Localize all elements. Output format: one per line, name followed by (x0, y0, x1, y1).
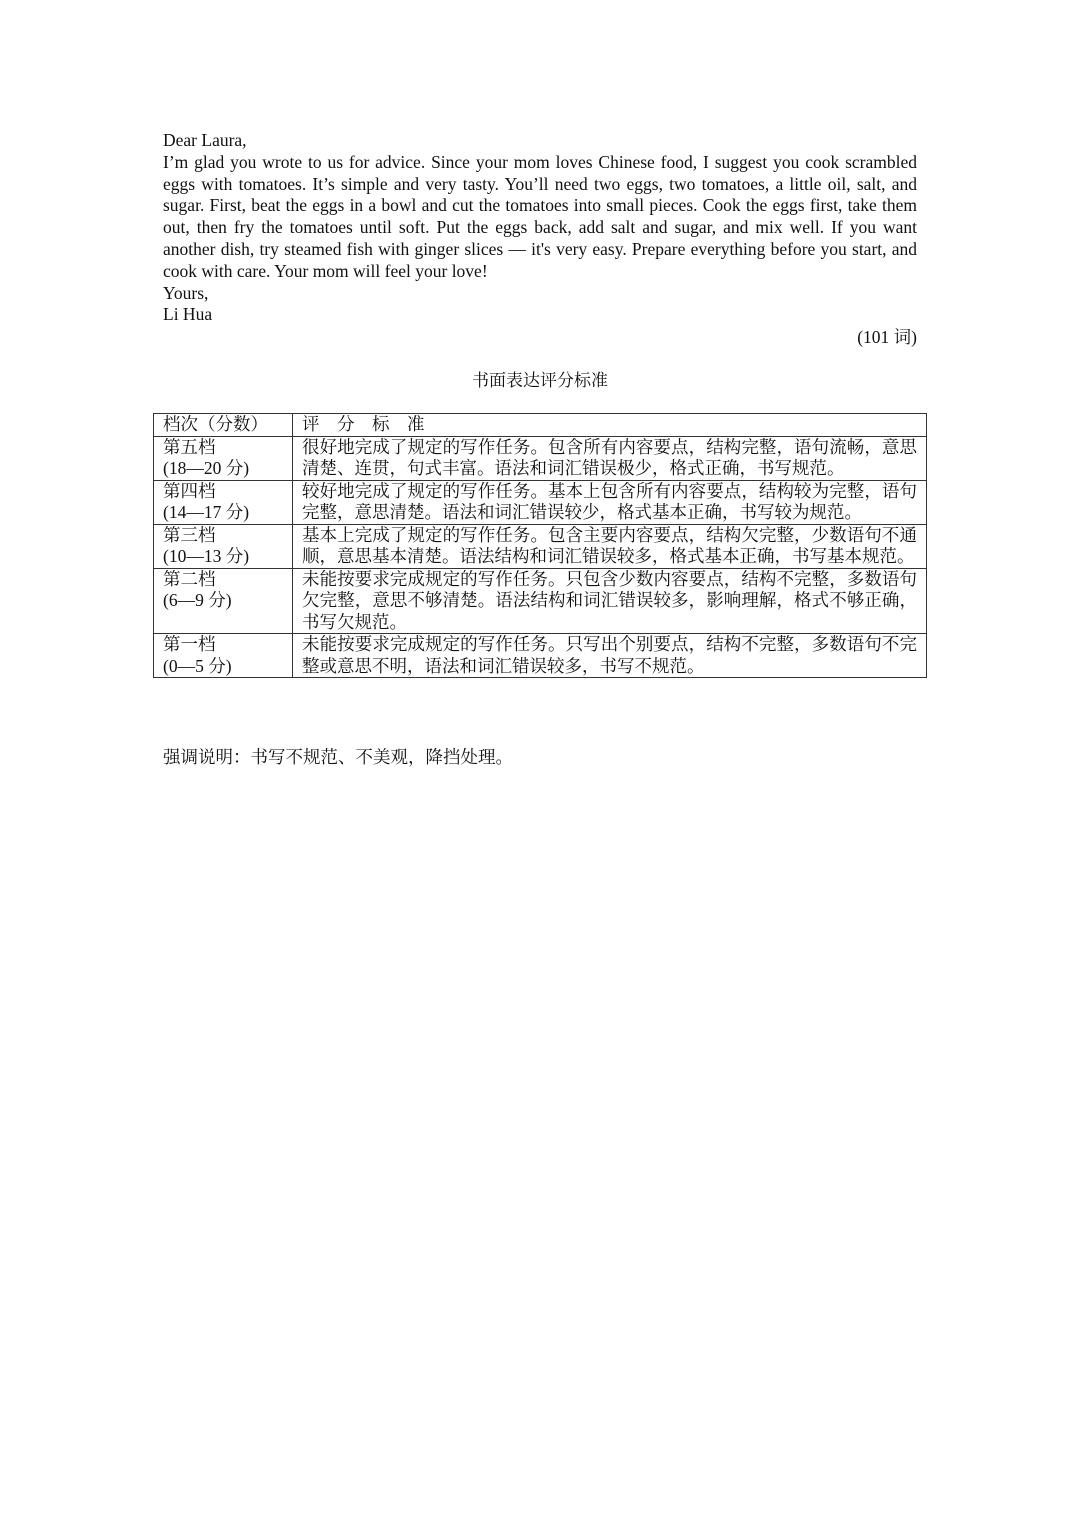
level-range: (10—13 分) (163, 546, 250, 566)
criteria-cell: 较好地完成了规定的写作任务。基本上包含所有内容要点，结构较为完整，语句完整，意思清楚。语法和词汇错误较少，格式基本正确，书写较为规范。 (293, 480, 927, 524)
level-cell (154, 568, 293, 634)
level-range: (18—20 分) (163, 458, 250, 478)
letter-salutation: Dear Laura, (163, 130, 247, 150)
letter-closing: Yours, (163, 282, 209, 303)
level-cell (154, 634, 293, 678)
header-criteria: 评 分 标 准 (293, 414, 927, 437)
sample-letter (163, 130, 917, 326)
header-level: 档次（分数） (154, 414, 293, 437)
table-row (154, 436, 927, 480)
level-cell (154, 480, 293, 524)
level-range: (14—17 分) (163, 502, 250, 522)
level-range: (6—9 分) (163, 590, 232, 610)
criteria-cell: 基本上完成了规定的写作任务。包含主要内容要点，结构欠完整，少数语句不通顺，意思基本清楚。语法结构和词汇错误较多，格式基本正确，书写基本规范。 (293, 524, 927, 568)
table-row (154, 524, 927, 568)
rubric-header-row (154, 414, 927, 437)
level-name: 第三档 (163, 524, 216, 545)
level-name: 第一档 (163, 634, 216, 654)
table-row (154, 568, 927, 634)
level-name: 第四档 (163, 480, 216, 501)
level-range: (0—5 分) (163, 655, 232, 676)
criteria-cell: 未能按要求完成规定的写作任务。只包含少数内容要点，结构不完整，多数语句欠完整，意思不够清楚。语法结构和词汇错误较多，影响理解，格式不够正确，书写欠规范。 (293, 568, 927, 634)
level-cell (154, 436, 293, 480)
rubric-table (153, 413, 927, 678)
emphasis-note: 强调说明：书写不规范、不美观，降挡处理。 (163, 747, 513, 767)
criteria-cell: 未能按要求完成规定的写作任务。只写出个别要点，结构不完整，多数语句不完整或意思不明，语法和词汇错误较多，书写不规范。 (293, 634, 927, 678)
level-cell (154, 524, 293, 568)
level-name: 第五档 (163, 436, 216, 457)
word-count: (101 词) (857, 327, 917, 347)
letter-signature: Li Hua (163, 304, 213, 325)
rubric-title: 书面表达评分标准 (472, 371, 608, 391)
criteria-cell: 很好地完成了规定的写作任务。包含所有内容要点，结构完整，语句流畅，意思清楚、连贯，句式丰富。语法和词汇错误极少，格式正确，书写规范。 (293, 436, 927, 480)
table-row (154, 480, 927, 524)
level-name: 第二档 (163, 568, 216, 589)
table-row (154, 634, 927, 678)
letter-body: I’m glad you wrote to us for advice. Since your mom loves Chinese food, I suggest you cook scrambled eggs with tomatoes. It’s simple and very tasty. You’ll need two eggs, two tomatoes, a little oil, salt, and sugar. First, beat the eggs in a bowl and cut the tomatoes into small pieces. Cook the eggs first, take them out, then fry the tomatoes until soft. Put the eggs back, add salt and sugar, and mix well. If you want another dish, try steamed fish with ginger slices — it's very easy. Prepare everything before you start, and cook with care. Your mom will feel your love! (163, 151, 917, 281)
